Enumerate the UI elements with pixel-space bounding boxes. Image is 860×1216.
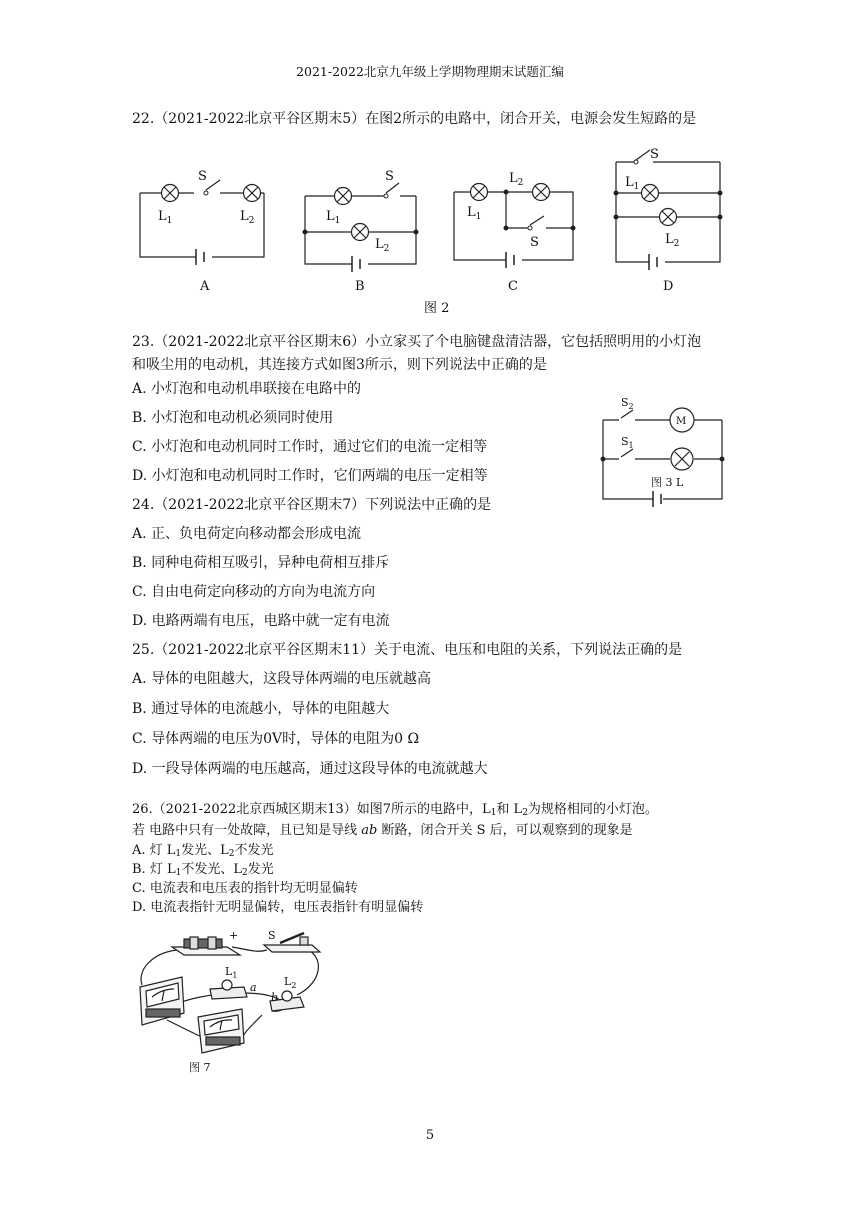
q25-stem: 25.（2021-2022北京平谷区期末11）关于电流、电压和电阻的关系，下列说法正确的是: [132, 642, 683, 658]
q26-stem-line2: 若 电路中只有一处故障，且已知是导线 ab 断路，闭合开关 S 后，可以观察到的现象是: [132, 823, 633, 838]
svg-text:L2: $L_2$: [375, 237, 390, 254]
q26-stem-line1: 26.（2021-2022北京西城区期末13）如图7所示的电路中，$L_1$和 $L_2$为规格相同的小灯泡。: [132, 802, 658, 818]
option-d-label: D: [663, 279, 674, 294]
q25-option-b: B. 通过导体的电流越小，导体的电阻越大: [132, 701, 390, 717]
svg-text:L1: $L_1$: [625, 175, 640, 192]
svg-text:M: M: [676, 416, 687, 427]
svg-text:L: L: [676, 476, 684, 489]
option-a-label: A: [200, 279, 210, 294]
svg-text:L2: $L_2$: [509, 171, 524, 188]
svg-text:L2: $L_2$: [240, 209, 255, 226]
figure-7: [132, 925, 332, 1075]
q26-option-b: B. 灯 $L_1$不发光、$L_2$发光: [132, 862, 274, 878]
q24-option-c: C. 自由电荷定向移动的方向为电流方向: [132, 584, 376, 600]
svg-text:S: S: [385, 169, 394, 184]
q24-option-b: B. 同种电荷相互吸引，异种电荷相互排斥: [132, 555, 390, 571]
q26-option-c: C. 电流表和电压表的指针均无明显偏转: [132, 881, 358, 896]
figure-3: [595, 393, 735, 511]
figure-2-caption: 图 2: [424, 301, 450, 315]
svg-text:b: b: [271, 991, 279, 1004]
svg-text:L1: $L_1$: [326, 209, 341, 226]
q23-stem-line2: 和吸尘用的电动机，其连接方式如图3所示，则下列说法中正确的是: [132, 357, 547, 373]
svg-text:+: +: [229, 929, 239, 942]
q26-option-a: A. 灯 $L_1$发光、$L_2$不发光: [132, 843, 274, 859]
q25-option-c: C. 导体两端的电压为0V时，导体的电阻为0 Ω: [132, 731, 420, 747]
q23-stem-line1: 23.（2021-2022北京平谷区期末6）小立家买了个电脑键盘清洁器，它包括照明用的小灯泡: [132, 334, 702, 350]
svg-text:L2: $L_2$: [284, 975, 297, 990]
q25-option-d: D. 一段导体两端的电压越高，通过这段导体的电流就越大: [132, 761, 488, 777]
svg-text:a: a: [250, 981, 257, 994]
option-c-label: C: [508, 279, 518, 294]
q24-option-d: D. 电路两端有电压，电路中就一定有电流: [132, 613, 390, 629]
svg-text:S2: $S_2$: [621, 396, 634, 411]
q23-option-c: C. 小灯泡和电动机同时工作时，通过它们的电流一定相等: [132, 439, 488, 455]
svg-text:S: S: [268, 929, 276, 942]
q26-option-d: D. 电流表指针无明显偏转，电压表指针有明显偏转: [132, 900, 424, 915]
q25-option-a: A. 导体的电阻越大，这段导体两端的电压就越高: [132, 671, 432, 687]
svg-text:S: S: [530, 235, 539, 250]
page-number: 5: [425, 1128, 435, 1143]
svg-text:S: S: [650, 147, 659, 162]
svg-text:L1: $L_1$: [225, 965, 238, 980]
page-header: 2021-2022北京九年级上学期物理期末试题汇编: [296, 64, 564, 79]
svg-text:L1: $L_1$: [158, 209, 173, 226]
q24-option-a: A. 正、负电荷定向移动都会形成电流: [132, 526, 362, 542]
q24-stem: 24.（2021-2022北京平谷区期末7）下列说法中正确的是: [132, 497, 492, 513]
q22-stem: 22.（2021-2022北京平谷区期末5）在图2所示的电路中，闭合开关，电源会发生短路的是: [132, 111, 697, 127]
q23-option-b: B. 小灯泡和电动机必须同时使用: [132, 410, 334, 426]
q23-option-d: D. 小灯泡和电动机同时工作时，它们两端的电压一定相等: [132, 468, 488, 484]
q23-option-a: A. 小灯泡和电动机串联接在电路中的: [132, 381, 362, 397]
figure-7-caption: 图 7: [189, 1061, 211, 1074]
figure-2: [130, 140, 740, 315]
label-a-s: S: [198, 169, 207, 184]
switch-base: [264, 945, 320, 952]
svg-text:S1: $S_1$: [621, 435, 634, 450]
svg-text:L2: $L_2$: [665, 232, 680, 249]
svg-text:L1: $L_1$: [467, 205, 482, 222]
svg-text:图 3: 图 3: [651, 476, 673, 489]
option-b-label: B: [355, 279, 365, 294]
